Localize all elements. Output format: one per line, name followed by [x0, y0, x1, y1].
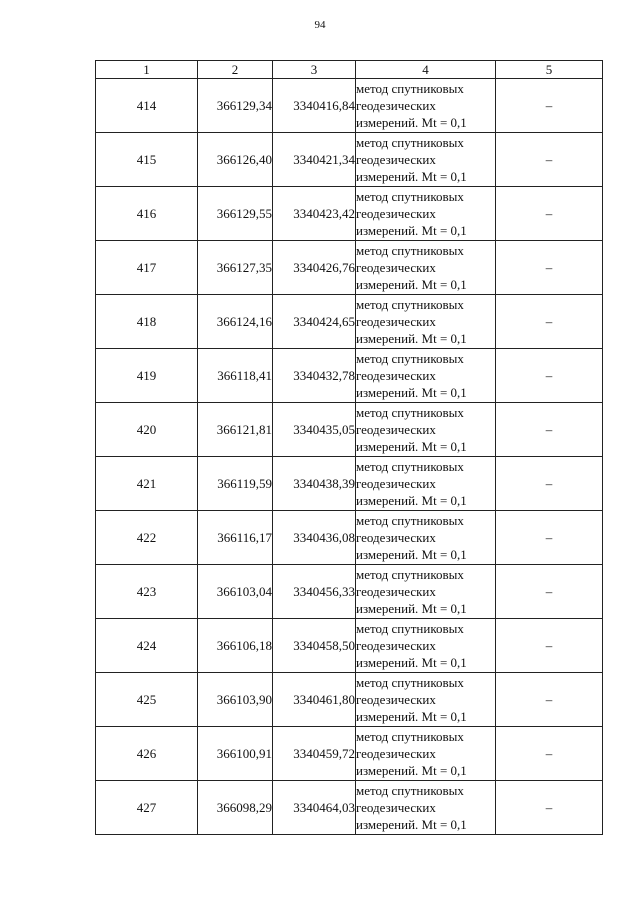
method-text-line: метод спутниковых [356, 783, 464, 798]
table-body [96, 79, 603, 835]
method-text-line: метод спутниковых [356, 513, 464, 528]
y-coordinate-cell: 3340435,05 [273, 403, 356, 457]
table-row [96, 403, 603, 457]
method-text-line: геодезических [356, 476, 436, 491]
y-coordinate-cell: 3340424,65 [273, 295, 356, 349]
point-number-cell: 426 [96, 727, 198, 781]
table-row [96, 781, 603, 835]
method-cell [356, 727, 496, 781]
x-coordinate-cell: 366121,81 [198, 403, 273, 457]
method-text-line: метод спутниковых [356, 675, 464, 690]
method-cell [356, 349, 496, 403]
table-row [96, 457, 603, 511]
point-number-cell: 415 [96, 133, 198, 187]
method-text-line: метод спутниковых [356, 621, 464, 636]
method-cell [356, 187, 496, 241]
x-coordinate-cell: 366129,34 [198, 79, 273, 133]
column-header-5: 5 [496, 61, 603, 79]
table-header-row [96, 61, 603, 79]
method-text-line: геодезических [356, 422, 436, 437]
x-coordinate-cell: 366098,29 [198, 781, 273, 835]
method-text-line: метод спутниковых [356, 351, 464, 366]
point-number-cell: 427 [96, 781, 198, 835]
method-text-line: измерений. Mt = 0,1 [356, 547, 467, 562]
column-header-3: 3 [273, 61, 356, 79]
method-text-line: геодезических [356, 638, 436, 653]
column-header-4: 4 [356, 61, 496, 79]
method-text-line: геодезических [356, 692, 436, 707]
method-text-line: геодезических [356, 152, 436, 167]
y-coordinate-cell: 3340426,76 [273, 241, 356, 295]
x-coordinate-cell: 366100,91 [198, 727, 273, 781]
x-coordinate-cell: 366129,55 [198, 187, 273, 241]
point-number-cell: 416 [96, 187, 198, 241]
table-row [96, 673, 603, 727]
table-row [96, 241, 603, 295]
y-coordinate-cell: 3340464,03 [273, 781, 356, 835]
table-row [96, 187, 603, 241]
method-text-line: геодезических [356, 800, 436, 815]
method-text-line: измерений. Mt = 0,1 [356, 763, 467, 778]
y-coordinate-cell: 3340461,80 [273, 673, 356, 727]
method-text-line: измерений. Mt = 0,1 [356, 223, 467, 238]
point-number-cell: 420 [96, 403, 198, 457]
note-cell: – [496, 457, 603, 511]
point-number-cell: 418 [96, 295, 198, 349]
point-number-cell: 414 [96, 79, 198, 133]
method-text-line: измерений. Mt = 0,1 [356, 385, 467, 400]
method-text-line: метод спутниковых [356, 297, 464, 312]
note-cell: – [496, 133, 603, 187]
method-text-line: метод спутниковых [356, 567, 464, 582]
note-cell: – [496, 79, 603, 133]
y-coordinate-cell: 3340438,39 [273, 457, 356, 511]
point-number-cell: 425 [96, 673, 198, 727]
method-text-line: измерений. Mt = 0,1 [356, 277, 467, 292]
y-coordinate-cell: 3340416,84 [273, 79, 356, 133]
method-cell [356, 241, 496, 295]
table-row [96, 295, 603, 349]
method-cell [356, 781, 496, 835]
note-cell: – [496, 673, 603, 727]
x-coordinate-cell: 366119,59 [198, 457, 273, 511]
method-text-line: измерений. Mt = 0,1 [356, 169, 467, 184]
table-row [96, 133, 603, 187]
method-cell [356, 565, 496, 619]
method-cell [356, 619, 496, 673]
x-coordinate-cell: 366103,90 [198, 673, 273, 727]
table-row [96, 511, 603, 565]
method-text-line: измерений. Mt = 0,1 [356, 601, 467, 616]
note-cell: – [496, 295, 603, 349]
note-cell: – [496, 511, 603, 565]
y-coordinate-cell: 3340456,33 [273, 565, 356, 619]
note-cell: – [496, 619, 603, 673]
point-number-cell: 417 [96, 241, 198, 295]
method-text-line: геодезических [356, 746, 436, 761]
method-cell [356, 673, 496, 727]
method-text-line: измерений. Mt = 0,1 [356, 115, 467, 130]
coordinates-table [95, 60, 603, 835]
note-cell: – [496, 403, 603, 457]
note-cell: – [496, 241, 603, 295]
method-text-line: геодезических [356, 260, 436, 275]
method-text-line: метод спутниковых [356, 189, 464, 204]
note-cell: – [496, 727, 603, 781]
method-cell [356, 133, 496, 187]
method-text-line: геодезических [356, 584, 436, 599]
y-coordinate-cell: 3340423,42 [273, 187, 356, 241]
column-header-1: 1 [96, 61, 198, 79]
method-cell [356, 403, 496, 457]
table-row [96, 619, 603, 673]
note-cell: – [496, 781, 603, 835]
method-cell [356, 79, 496, 133]
method-text-line: измерений. Mt = 0,1 [356, 331, 467, 346]
point-number-cell: 424 [96, 619, 198, 673]
method-text-line: измерений. Mt = 0,1 [356, 709, 467, 724]
method-text-line: измерений. Mt = 0,1 [356, 439, 467, 454]
x-coordinate-cell: 366118,41 [198, 349, 273, 403]
point-number-cell: 423 [96, 565, 198, 619]
method-text-line: геодезических [356, 530, 436, 545]
method-text-line: метод спутниковых [356, 459, 464, 474]
method-text-line: метод спутниковых [356, 405, 464, 420]
note-cell: – [496, 187, 603, 241]
method-text-line: геодезических [356, 314, 436, 329]
method-text-line: измерений. Mt = 0,1 [356, 493, 467, 508]
method-text-line: метод спутниковых [356, 135, 464, 150]
table-row [96, 349, 603, 403]
method-cell [356, 457, 496, 511]
method-text-line: геодезических [356, 368, 436, 383]
method-text-line: метод спутниковых [356, 243, 464, 258]
x-coordinate-cell: 366103,04 [198, 565, 273, 619]
method-text-line: геодезических [356, 98, 436, 113]
table-row [96, 565, 603, 619]
method-text-line: измерений. Mt = 0,1 [356, 655, 467, 670]
note-cell: – [496, 565, 603, 619]
column-header-2: 2 [198, 61, 273, 79]
y-coordinate-cell: 3340436,08 [273, 511, 356, 565]
method-text-line: метод спутниковых [356, 81, 464, 96]
note-cell: – [496, 349, 603, 403]
method-cell [356, 511, 496, 565]
method-text-line: метод спутниковых [356, 729, 464, 744]
x-coordinate-cell: 366106,18 [198, 619, 273, 673]
method-cell [356, 295, 496, 349]
method-text-line: измерений. Mt = 0,1 [356, 817, 467, 832]
table-row [96, 79, 603, 133]
method-text-line: геодезических [356, 206, 436, 221]
x-coordinate-cell: 366126,40 [198, 133, 273, 187]
point-number-cell: 422 [96, 511, 198, 565]
table-row [96, 727, 603, 781]
y-coordinate-cell: 3340421,34 [273, 133, 356, 187]
point-number-cell: 419 [96, 349, 198, 403]
x-coordinate-cell: 366124,16 [198, 295, 273, 349]
page-number: 94 [314, 19, 326, 31]
y-coordinate-cell: 3340432,78 [273, 349, 356, 403]
y-coordinate-cell: 3340458,50 [273, 619, 356, 673]
y-coordinate-cell: 3340459,72 [273, 727, 356, 781]
point-number-cell: 421 [96, 457, 198, 511]
x-coordinate-cell: 366116,17 [198, 511, 273, 565]
x-coordinate-cell: 366127,35 [198, 241, 273, 295]
